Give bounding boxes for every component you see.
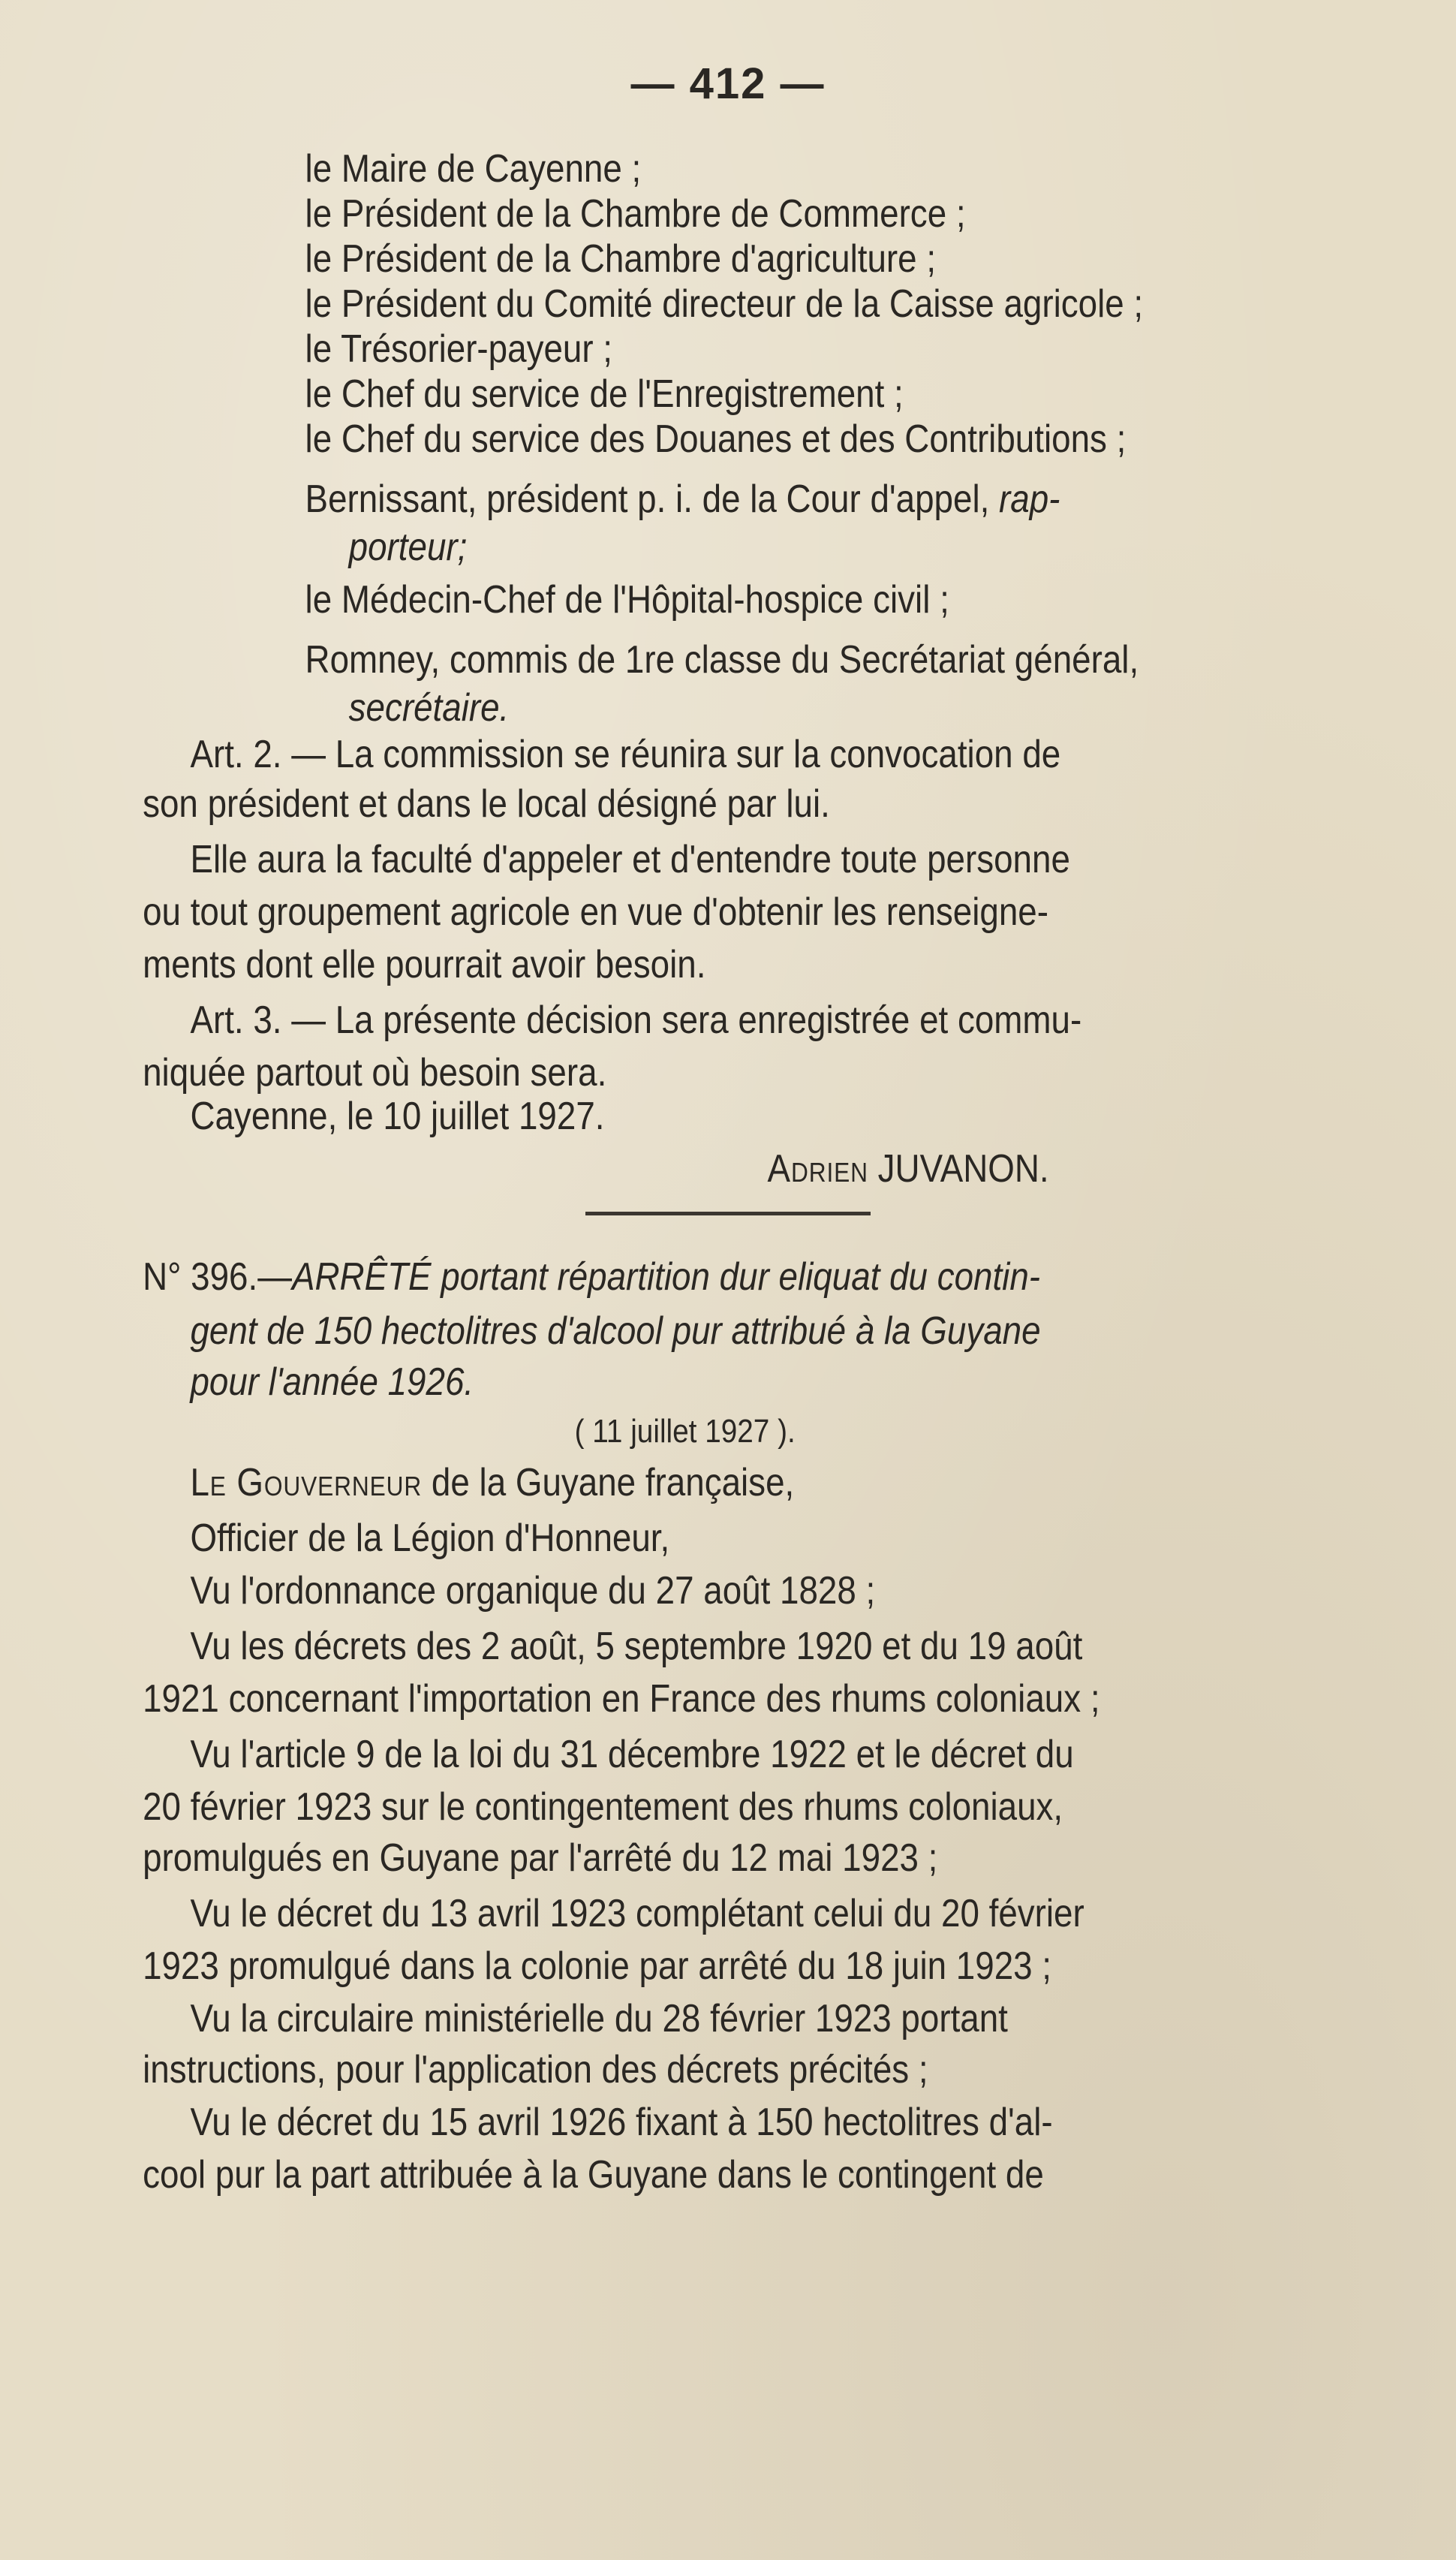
body-line: Officier de la Légion d'Honneur, — [190, 1516, 670, 1560]
body-line: Vu la circulaire ministérielle du 28 février 1923 portant — [190, 1997, 1008, 2040]
body-line: instructions, pour l'application des décrets précités ; — [143, 2048, 928, 2092]
member-line: le Président de la Chambre d'agriculture ; — [305, 237, 937, 281]
signature-first-name: Adrien — [767, 1147, 868, 1191]
member-line: le Maire de Cayenne ; — [305, 147, 642, 191]
member-name: Bernissant, président p. i. de la Cour d'appel, — [305, 477, 990, 521]
punctuation: ; — [457, 526, 468, 569]
body-line — [190, 1461, 794, 1504]
page-number: — 412 — — [630, 59, 826, 108]
section-separator — [585, 1212, 871, 1215]
member-line: le Président de la Chambre de Commerce ; — [305, 192, 966, 236]
article-line: niquée partout où besoin sera. — [143, 1051, 607, 1095]
decree-number: N° 396.— — [143, 1255, 292, 1299]
signature-last-name: JUVANON. — [877, 1147, 1049, 1191]
body-line: Vu le décret du 15 avril 1926 fixant à 150 hectolitres d'al- — [190, 2101, 1053, 2144]
member-line: le Président du Comité directeur de la Caisse agricole ; — [305, 282, 1144, 326]
article-line: Art. 2. — La commission se réunira sur la convocation de — [190, 733, 1061, 776]
member-role: rap- — [999, 477, 1060, 521]
body-line: promulgués en Guyane par l'arrêté du 12 mai 1923 ; — [143, 1836, 938, 1880]
body-line: cool pur la part attribuée à la Guyane dans le contingent de — [143, 2153, 1044, 2197]
decree-title: ARRÊTÉ portant répartition dur eliquat du contin- — [291, 1255, 1041, 1299]
member-role: secrétaire. — [348, 686, 510, 730]
body-line: 20 février 1923 sur le contingentement des rhums coloniaux, — [143, 1785, 1063, 1829]
body-line: Vu l'article 9 de la loi du 31 décembre 1922 et le décret du — [190, 1733, 1074, 1776]
member-line: le Médecin-Chef de l'Hôpital-hospice civil ; — [305, 578, 949, 622]
article-line: Art. 3. — La présente décision sera enregistrée et commu- — [190, 998, 1082, 1042]
article-line: son président et dans le local désigné par lui. — [143, 782, 830, 826]
member-line: Romney, commis de 1re classe du Secrétariat général, — [305, 638, 1139, 682]
governor-title: Le Gouverneur — [190, 1461, 423, 1504]
decree-title-line: pour l'année 1926. — [190, 1360, 474, 1404]
article-line: Cayenne, le 10 juillet 1927. — [190, 1095, 605, 1138]
article-line: Elle aura la faculté d'appeler et d'entendre toute personne — [190, 838, 1070, 881]
decree-date: ( 11 juillet 1927 ). — [574, 1413, 796, 1450]
member-role-line — [349, 526, 468, 569]
decree-title-line — [143, 1255, 1040, 1299]
body-line: 1921 concernant l'importation en France des rhums coloniaux ; — [143, 1677, 1100, 1721]
body-line: Vu les décrets des 2 août, 5 septembre 1920 et du 19 août — [190, 1625, 1083, 1668]
member-line: le Chef du service de l'Enregistrement ; — [305, 372, 904, 416]
body-line: Vu l'ordonnance organique du 27 août 1828 ; — [190, 1569, 876, 1613]
decree-title-line: gent de 150 hectolitres d'alcool pur attribué à la Guyane — [190, 1309, 1041, 1353]
body-line: 1923 promulgué dans la colonie par arrêté du 18 juin 1923 ; — [143, 1944, 1052, 1988]
body-text: de la Guyane française, — [422, 1461, 795, 1504]
member-line: le Trésorier-payeur ; — [305, 327, 613, 371]
article-line: ou tout groupement agricole en vue d'obtenir les renseigne- — [143, 890, 1048, 934]
body-line: Vu le décret du 13 avril 1923 complétant celui du 20 février — [190, 1892, 1084, 1935]
article-line: ments dont elle pourrait avoir besoin. — [143, 943, 706, 986]
signature — [768, 1147, 1049, 1191]
member-line — [305, 477, 1060, 521]
member-line: le Chef du service des Douanes et des Contributions ; — [305, 417, 1127, 461]
member-role: porteur — [348, 526, 458, 569]
